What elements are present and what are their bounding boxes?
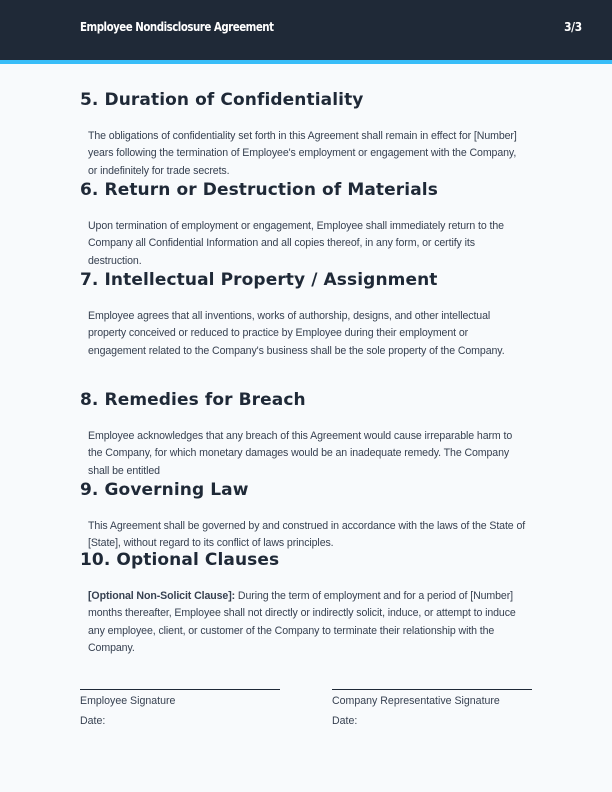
section-body-duration: The obligations of confidentiality set forth in this Agreement shall remain in effect for [Number] years following the termination of Employee's employment or engagement with the Company, or indefinitely for trade secrets. [88,130,517,177]
employee-signature-label: Employee Signature [80,695,176,707]
company-signature-line[interactable] [332,689,532,690]
section-heading-governing-law: 9. Governing Law [80,480,249,500]
accent-stripe [0,60,612,64]
section-heading-optional-clauses: 10. Optional Clauses [80,550,280,570]
section-body-intellectual-property: Employee agrees that all inventions, works of authorship, designs, and other intellectual property conceived or reduced to practice by Employee during their employment or engagement related to the Company's business shall be the sole property of the Company. [88,310,505,357]
section-heading-intellectual-property: 7. Intellectual Property / Assignment [80,270,438,290]
section-body-optional-clauses [88,588,528,658]
section-body-remedies: Employee acknowledges that any breach of this Agreement would cause irreparable harm to the Company, for which monetary damages would be an inadequate remedy. The Company shall be entitled [88,430,513,477]
section-heading-duration: 5. Duration of Confidentiality [80,90,364,110]
document-title: Employee Nondisclosure Agreement [80,19,274,34]
non-solicit-text: During the term of employment and for a period of [Number] months thereafter, Employee shall not directly or indirectly solicit, induce, or attempt to induce any employee, client, or customer of the Company to terminate their relationship with the Company. [88,590,516,655]
section-body-return-materials: Upon termination of employment or engagement, Employee shall immediately return to the Company all Confidential Information and all copies thereof, in any form, or certify its destruction. [88,220,504,267]
section-body-governing-law: This Agreement shall be governed by and construed in accordance with the laws of the State of [State], without regard to its conflict of laws principles. [88,520,526,550]
document-header [0,0,612,60]
page-indicator: 3/3 [564,19,582,34]
section-heading-return-materials: 6. Return or Destruction of Materials [80,180,438,200]
company-date-label: Date: [332,715,358,727]
employee-signature-line[interactable] [80,689,280,690]
employee-date-label: Date: [80,715,106,727]
non-solicit-label: [Optional Non-Solicit Clause]: [88,590,236,602]
section-heading-remedies: 8. Remedies for Breach [80,390,306,410]
company-signature-label: Company Representative Signature [332,695,500,707]
